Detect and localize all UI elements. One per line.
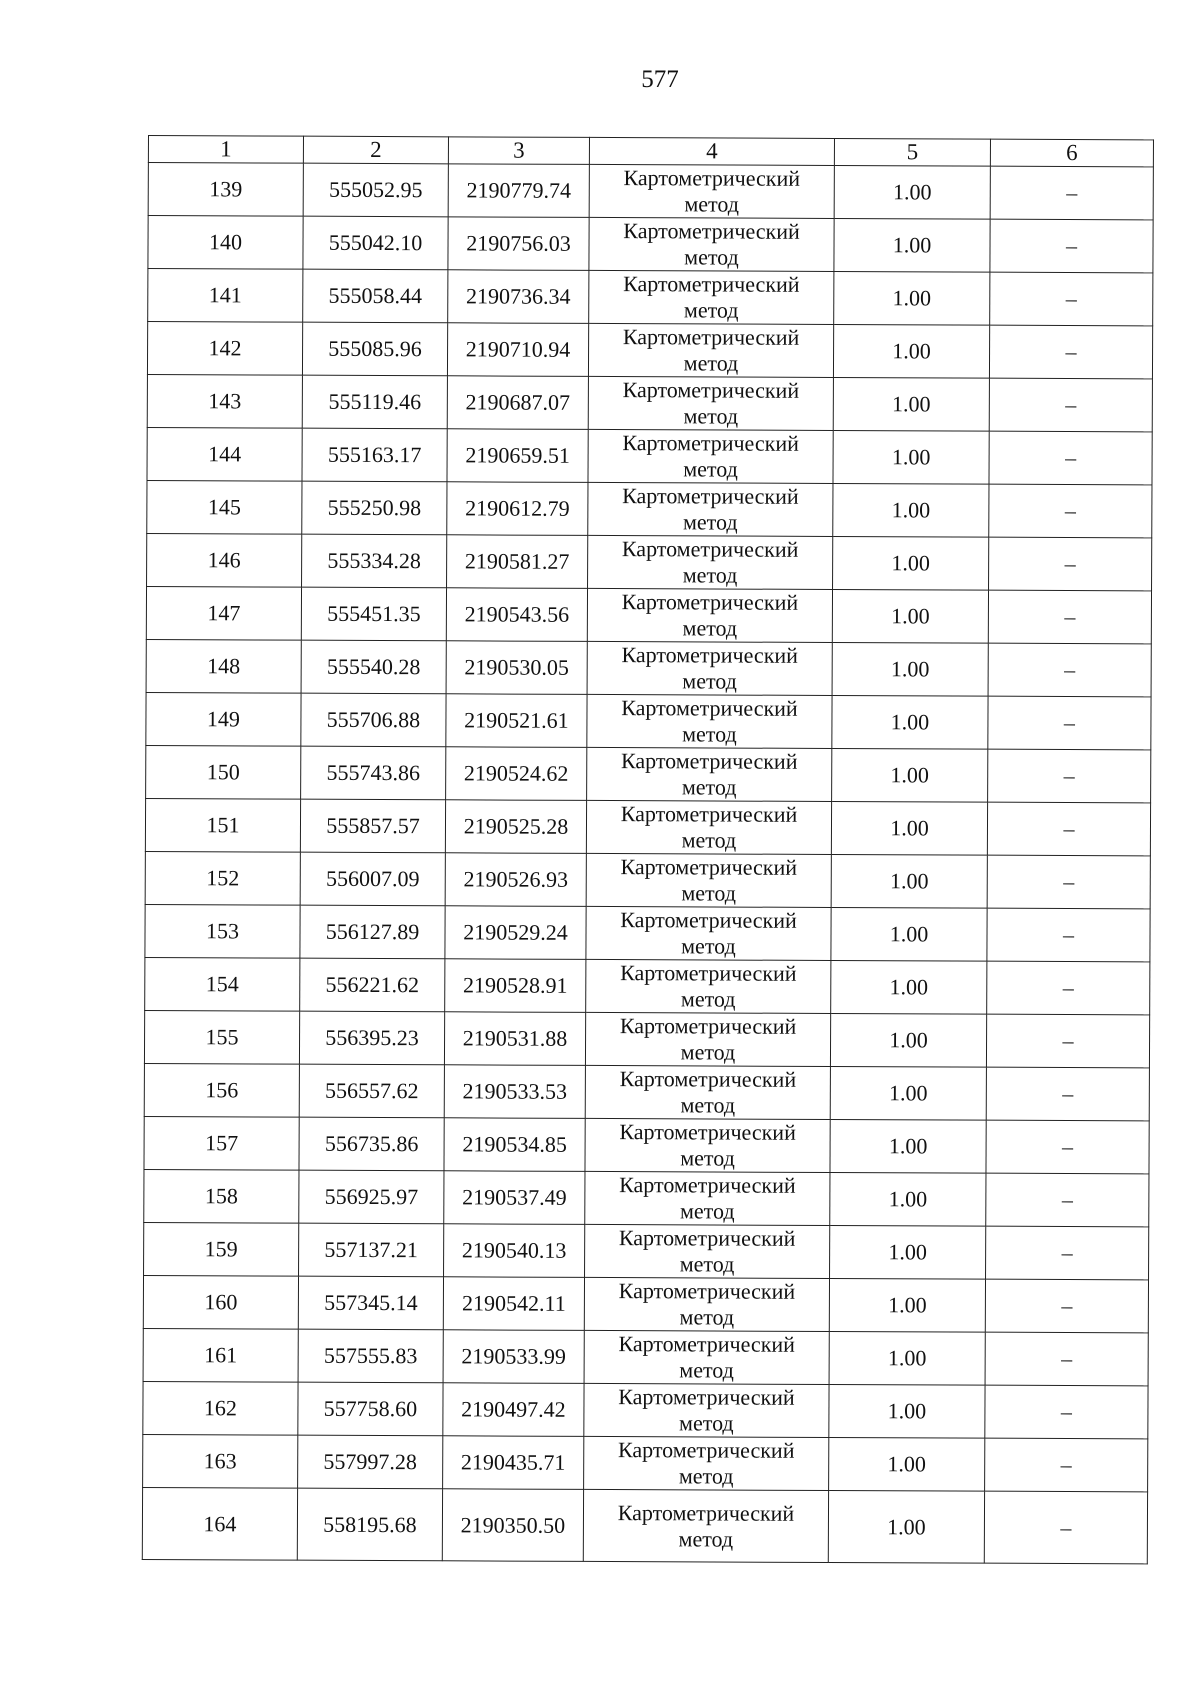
note-cell: –	[989, 325, 1152, 379]
method-cell	[588, 429, 833, 483]
x-coordinate-cell: 558195.68	[297, 1488, 442, 1561]
method-line-1: Картометрический	[622, 483, 799, 509]
method-line-1: Картометрический	[620, 854, 798, 880]
accuracy-cell: 1.00	[829, 1384, 985, 1438]
method-cell	[586, 959, 831, 1013]
table-row	[146, 586, 1151, 643]
method-line-2: метод	[683, 403, 739, 429]
table-row	[144, 1169, 1149, 1226]
table-row	[148, 163, 1153, 220]
note-cell: –	[989, 378, 1152, 432]
accuracy-cell: 1.00	[831, 907, 987, 961]
column-header: 4	[589, 137, 834, 165]
note-cell: –	[990, 219, 1153, 273]
y-coordinate-cell: 2190524.62	[446, 747, 587, 801]
note-cell: –	[988, 643, 1151, 697]
y-coordinate-cell: 2190542.11	[443, 1277, 584, 1331]
x-coordinate-cell: 555743.86	[301, 746, 446, 800]
point-number-cell: 153	[145, 904, 300, 958]
point-number-cell: 159	[144, 1222, 299, 1276]
table-row	[146, 745, 1151, 802]
x-coordinate-cell: 555052.95	[303, 163, 448, 217]
accuracy-cell: 1.00	[833, 536, 989, 590]
method-line-2: метод	[678, 1463, 734, 1489]
y-coordinate-cell: 2190521.61	[446, 694, 587, 748]
note-cell: –	[987, 961, 1150, 1015]
table-row	[144, 1063, 1149, 1120]
x-coordinate-cell: 555119.46	[302, 375, 447, 429]
method-line-2: метод	[679, 1357, 734, 1383]
method-line-1: Картометрический	[617, 1437, 795, 1463]
accuracy-cell: 1.00	[829, 1331, 985, 1385]
note-cell: –	[986, 1067, 1149, 1121]
table-row	[143, 1434, 1148, 1491]
table-body	[142, 163, 1153, 1564]
method-line-2: метод	[679, 1198, 735, 1224]
accuracy-cell: 1.00	[830, 1172, 986, 1226]
point-number-cell: 158	[144, 1169, 299, 1223]
method-line-2: метод	[684, 191, 740, 217]
x-coordinate-cell: 555085.96	[302, 322, 447, 376]
y-coordinate-cell: 2190497.42	[443, 1383, 584, 1437]
note-cell: –	[986, 1226, 1149, 1280]
point-number-cell: 139	[148, 163, 303, 217]
method-cell	[583, 1489, 828, 1562]
method-line-1: Картометрический	[623, 271, 800, 297]
accuracy-cell: 1.00	[834, 165, 990, 219]
accuracy-cell: 1.00	[832, 695, 988, 749]
y-coordinate-cell: 2190779.74	[448, 164, 589, 218]
method-line-2: метод	[680, 986, 736, 1012]
x-coordinate-cell: 555857.57	[300, 799, 445, 853]
accuracy-cell: 1.00	[831, 960, 987, 1014]
y-coordinate-cell: 2190687.07	[447, 376, 588, 430]
method-cell	[588, 535, 833, 589]
x-coordinate-cell: 555334.28	[302, 534, 447, 588]
point-number-cell: 154	[145, 957, 300, 1011]
method-line-1: Картометрический	[618, 1331, 796, 1357]
coordinates-table	[142, 135, 1154, 1564]
y-coordinate-cell: 2190531.88	[444, 1012, 585, 1066]
table-row	[147, 533, 1152, 590]
y-coordinate-cell: 2190710.94	[447, 323, 588, 377]
column-header: 5	[834, 138, 990, 166]
note-cell: –	[988, 696, 1151, 750]
point-number-cell: 141	[148, 269, 303, 323]
method-cell	[589, 164, 834, 218]
note-cell: –	[984, 1491, 1147, 1564]
table-row	[143, 1275, 1148, 1332]
method-cell	[584, 1436, 829, 1490]
method-line-2: метод	[683, 456, 738, 482]
method-line-2: метод	[682, 615, 738, 641]
y-coordinate-cell: 2190540.13	[444, 1224, 585, 1278]
note-cell: –	[988, 590, 1151, 644]
accuracy-cell: 1.00	[831, 854, 987, 908]
note-cell: –	[985, 1279, 1148, 1333]
method-line-1: Картометрический	[622, 324, 800, 350]
accuracy-cell: 1.00	[832, 642, 988, 696]
column-header: 1	[148, 136, 303, 164]
method-line-1: Картометрический	[618, 1384, 795, 1410]
table-row	[145, 957, 1150, 1014]
method-line-1: Картометрический	[622, 430, 799, 456]
point-number-cell: 164	[142, 1487, 297, 1560]
accuracy-cell: 1.00	[829, 1278, 985, 1332]
point-number-cell: 140	[148, 216, 303, 270]
method-line-1: Картометрический	[619, 1066, 797, 1092]
method-line-2: метод	[683, 297, 739, 323]
note-cell: –	[989, 431, 1152, 485]
column-header: 3	[448, 137, 589, 165]
point-number-cell: 161	[143, 1328, 298, 1382]
method-line-1: Картометрический	[621, 642, 799, 668]
table-row	[147, 374, 1152, 431]
method-cell	[584, 1383, 829, 1437]
x-coordinate-cell: 555706.88	[301, 693, 446, 747]
note-cell: –	[986, 1173, 1149, 1227]
y-coordinate-cell: 2190350.50	[442, 1489, 583, 1562]
x-coordinate-cell: 556925.97	[299, 1170, 444, 1224]
method-line-1: Картометрический	[623, 165, 801, 191]
x-coordinate-cell: 556395.23	[299, 1011, 444, 1065]
method-cell	[585, 1118, 830, 1172]
point-number-cell: 150	[146, 745, 301, 799]
method-line-1: Картометрический	[620, 907, 797, 933]
method-line-1: Картометрический	[620, 748, 798, 774]
x-coordinate-cell: 557555.83	[298, 1329, 443, 1383]
note-cell: –	[987, 908, 1150, 962]
table-row	[144, 1010, 1149, 1067]
point-number-cell: 146	[147, 533, 302, 587]
accuracy-cell: 1.00	[830, 1013, 986, 1067]
accuracy-cell: 1.00	[832, 748, 988, 802]
point-number-cell: 144	[147, 427, 302, 481]
method-cell	[589, 217, 834, 271]
method-line-2: метод	[681, 933, 736, 959]
x-coordinate-cell: 556127.89	[300, 905, 445, 959]
method-cell	[588, 482, 833, 536]
method-cell	[585, 1012, 830, 1066]
method-cell	[587, 747, 832, 801]
note-cell: –	[986, 1014, 1149, 1068]
method-line-1: Картометрический	[623, 218, 800, 244]
method-line-2: метод	[680, 1039, 736, 1065]
note-cell: –	[985, 1385, 1148, 1439]
x-coordinate-cell: 555163.17	[302, 428, 447, 482]
method-line-2: метод	[681, 827, 737, 853]
note-cell: –	[987, 802, 1150, 856]
table-row	[146, 639, 1151, 696]
method-line-2: метод	[680, 1145, 735, 1171]
method-cell	[587, 588, 832, 642]
table-row	[142, 1487, 1147, 1563]
method-cell	[589, 270, 834, 324]
point-number-cell: 160	[143, 1275, 298, 1329]
method-line-2: метод	[679, 1304, 735, 1330]
x-coordinate-cell: 555540.28	[301, 640, 446, 694]
accuracy-cell: 1.00	[830, 1119, 986, 1173]
accuracy-cell: 1.00	[831, 801, 987, 855]
column-header: 2	[303, 136, 448, 164]
x-coordinate-cell: 557137.21	[299, 1223, 444, 1277]
table-row	[148, 216, 1153, 273]
y-coordinate-cell: 2190756.03	[448, 217, 589, 271]
method-line-2: метод	[681, 880, 737, 906]
point-number-cell: 145	[147, 480, 302, 534]
note-cell: –	[988, 749, 1151, 803]
note-cell: –	[985, 1332, 1148, 1386]
method-line-1: Картометрический	[619, 1172, 796, 1198]
method-line-2: метод	[683, 350, 739, 376]
x-coordinate-cell: 557997.28	[298, 1435, 443, 1489]
note-cell: –	[990, 272, 1153, 326]
method-cell	[584, 1330, 829, 1384]
accuracy-cell: 1.00	[832, 589, 988, 643]
method-cell	[586, 906, 831, 960]
method-line-1: Картометрический	[621, 589, 799, 615]
table-row	[145, 904, 1150, 961]
point-number-cell: 152	[145, 851, 300, 905]
note-cell: –	[986, 1120, 1149, 1174]
y-coordinate-cell: 2190736.34	[448, 270, 589, 324]
y-coordinate-cell: 2190659.51	[447, 429, 588, 483]
method-cell	[586, 853, 831, 907]
accuracy-cell: 1.00	[830, 1225, 986, 1279]
y-coordinate-cell: 2190612.79	[447, 482, 588, 536]
y-coordinate-cell: 2190525.28	[445, 800, 586, 854]
method-line-1: Картометрический	[620, 960, 797, 986]
method-cell	[587, 694, 832, 748]
method-line-1: Картометрический	[621, 695, 798, 721]
column-header: 6	[990, 139, 1153, 167]
x-coordinate-cell: 556007.09	[300, 852, 445, 906]
note-cell: –	[990, 166, 1153, 220]
method-line-1: Картометрический	[621, 536, 799, 562]
y-coordinate-cell: 2190435.71	[443, 1436, 584, 1490]
point-number-cell: 163	[143, 1434, 298, 1488]
x-coordinate-cell: 556735.86	[299, 1117, 444, 1171]
point-number-cell: 151	[145, 798, 300, 852]
method-line-2: метод	[682, 562, 738, 588]
accuracy-cell: 1.00	[834, 218, 990, 272]
x-coordinate-cell: 556557.62	[299, 1064, 444, 1118]
method-line-2: метод	[678, 1525, 734, 1552]
point-number-cell: 143	[147, 374, 302, 428]
note-cell: –	[989, 537, 1152, 591]
table-row	[144, 1116, 1149, 1173]
y-coordinate-cell: 2190529.24	[445, 906, 586, 960]
x-coordinate-cell: 555451.35	[301, 587, 446, 641]
x-coordinate-cell: 555042.10	[303, 216, 448, 270]
method-line-1: Картометрический	[619, 1013, 797, 1039]
method-line-2: метод	[679, 1410, 734, 1436]
method-line-1: Картометрический	[622, 377, 800, 403]
method-cell	[585, 1171, 830, 1225]
table-row	[147, 480, 1152, 537]
point-number-cell: 155	[144, 1010, 299, 1064]
accuracy-cell: 1.00	[833, 430, 989, 484]
method-cell	[585, 1224, 830, 1278]
x-coordinate-cell: 557758.60	[298, 1382, 443, 1436]
accuracy-cell: 1.00	[833, 377, 989, 431]
y-coordinate-cell: 2190533.53	[444, 1065, 585, 1119]
note-cell: –	[989, 484, 1152, 538]
y-coordinate-cell: 2190537.49	[444, 1171, 585, 1225]
point-number-cell: 148	[146, 639, 301, 693]
table-row	[147, 427, 1152, 484]
y-coordinate-cell: 2190581.27	[447, 535, 588, 589]
method-cell	[588, 323, 833, 377]
method-line-2: метод	[684, 244, 739, 270]
method-line-1: Картометрический	[617, 1499, 795, 1526]
table-row	[145, 798, 1150, 855]
table-row	[147, 322, 1152, 379]
note-cell: –	[985, 1438, 1148, 1492]
y-coordinate-cell: 2190543.56	[446, 588, 587, 642]
x-coordinate-cell: 555250.98	[302, 481, 447, 535]
method-line-1: Картометрический	[618, 1225, 796, 1251]
method-line-1: Картометрический	[620, 801, 798, 827]
accuracy-cell: 1.00	[834, 271, 990, 325]
x-coordinate-cell: 555058.44	[303, 269, 448, 323]
method-cell	[586, 800, 831, 854]
method-line-2: метод	[682, 721, 737, 747]
table-row	[143, 1381, 1148, 1438]
method-cell	[587, 641, 832, 695]
page-number: 577	[641, 66, 679, 93]
table-row	[146, 692, 1151, 749]
method-line-1: Картометрический	[618, 1278, 796, 1304]
table-row	[143, 1328, 1148, 1385]
y-coordinate-cell: 2190526.93	[445, 853, 586, 907]
method-cell	[584, 1277, 829, 1331]
point-number-cell: 147	[146, 586, 301, 640]
point-number-cell: 156	[144, 1063, 299, 1117]
y-coordinate-cell: 2190534.85	[444, 1118, 585, 1172]
y-coordinate-cell: 2190528.91	[445, 959, 586, 1013]
method-line-2: метод	[681, 774, 737, 800]
note-cell: –	[987, 855, 1150, 909]
x-coordinate-cell: 556221.62	[300, 958, 445, 1012]
table-row	[148, 269, 1153, 326]
table-row	[145, 851, 1150, 908]
accuracy-cell: 1.00	[828, 1490, 984, 1563]
accuracy-cell: 1.00	[833, 483, 989, 537]
table-row	[144, 1222, 1149, 1279]
accuracy-cell: 1.00	[829, 1437, 985, 1491]
accuracy-cell: 1.00	[830, 1066, 986, 1120]
y-coordinate-cell: 2190530.05	[446, 641, 587, 695]
x-coordinate-cell: 557345.14	[298, 1276, 443, 1330]
point-number-cell: 162	[143, 1381, 298, 1435]
point-number-cell: 157	[144, 1116, 299, 1170]
point-number-cell: 149	[146, 692, 301, 746]
method-line-2: метод	[679, 1251, 735, 1277]
method-line-1: Картометрический	[619, 1119, 796, 1145]
method-line-2: метод	[680, 1092, 736, 1118]
point-number-cell: 142	[147, 322, 302, 376]
accuracy-cell: 1.00	[833, 324, 989, 378]
method-line-2: метод	[682, 509, 738, 535]
y-coordinate-cell: 2190533.99	[443, 1330, 584, 1384]
method-line-2: метод	[682, 668, 737, 694]
method-cell	[588, 376, 833, 430]
method-cell	[585, 1065, 830, 1119]
